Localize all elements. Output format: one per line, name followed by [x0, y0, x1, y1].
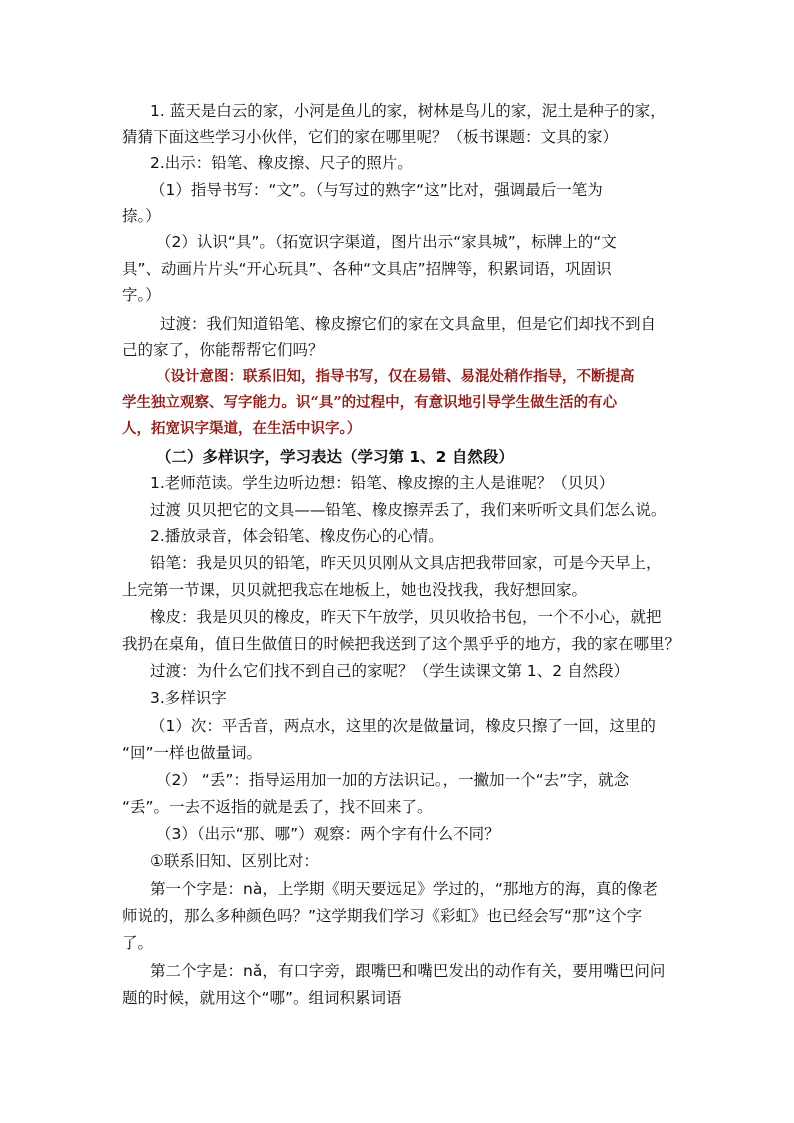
para-link-knowledge: ①联系旧知、区别比对：	[150, 852, 319, 870]
para-show-photos: 2.出示：铅笔、橡皮擦、尺子的照片。	[150, 154, 413, 172]
para-second-char-line-1: 第二个字是：nǎ，有口字旁，跟嘴巴和嘴巴发出的动作有关，要用嘴巴问问	[150, 962, 666, 980]
para-ju-line-3: 字。）	[122, 286, 161, 304]
para-eraser-line-2: 我扔在桌角，值日生做值日的时候把我送到了这个黑乎乎的地方，我的家在哪里？	[122, 635, 681, 653]
para-first-char-line-2: 师说的，那么多种颜色吗？”这学期我们学习《彩虹》也已经会写“那”这个字	[122, 907, 643, 925]
para-transition-1-line-1: 过渡：我们知道铅笔、橡皮擦它们的家在文具盒里，但是它们却找不到自	[160, 315, 657, 333]
para-intro-line-1: 1. 蓝天是白云的家，小河是鱼儿的家，树林是鸟儿的家，泥土是种子的家，	[150, 102, 666, 120]
para-write-wen-line-2: 捺。）	[122, 207, 161, 225]
design-intent-line-2: 学生独立观察、写字能力。识“具”的过程中，有意识地引导学生做生活的有心	[122, 394, 618, 411]
para-ju-line-1: （2）认识“具”。（拓宽识字渠道，图片出示“家具城”，标牌上的“文	[156, 233, 617, 251]
design-intent-line-3: 人，拓宽识字渠道，在生活中识字。）	[122, 420, 362, 437]
para-literacy-heading: 3.多样识字	[150, 689, 227, 707]
para-diu-line-1: （2） “丢”：指导运用加一加的方法识记。，一撇加一个“去”字，就念	[156, 771, 630, 789]
para-play-recording: 2.播放录音，体会铅笔、橡皮伤心的心情。	[150, 527, 444, 545]
para-second-char-line-2: 题的时候，就用这个“哪”。组词积累词语	[122, 989, 402, 1007]
para-pencil-line-2: 上完第一节课，贝贝就把我忘在地板上，她也没找我，我好想回家。	[122, 581, 588, 599]
para-first-char-line-3: 了。	[122, 934, 154, 952]
para-diu-line-2: “丢”。一去不返指的就是丢了，找不回来了。	[122, 798, 433, 816]
para-first-char-line-1: 第一个字是：nà，上学期《明天要远足》学过的，“那地方的海，真的像老	[150, 880, 658, 898]
para-ju-line-2: 具”、动画片片头“开心玩具”、各种“文具店”招牌等，积累词语，巩固识	[122, 260, 612, 278]
section-heading: （二）多样识字，学习表达（学习第 1、2 自然段）	[156, 448, 514, 466]
para-ci-line-2: “回”一样也做量词。	[122, 744, 263, 762]
design-intent-line-1: （设计意图：联系旧知，指导书写，仅在易错、易混处稍作指导，不断提高	[156, 368, 635, 385]
para-transition-1-line-2: 己的家了，你能帮帮它们吗？	[122, 341, 324, 359]
para-ci-line-1: （1）次：平舌音，两点水，这里的次是做量词，橡皮只擦了一回，这里的	[150, 717, 656, 735]
para-teacher-reads: 1.老师范读。学生边听边想：铅笔、橡皮擦的主人是谁呢？（贝贝）	[150, 474, 615, 492]
para-eraser-line-1: 橡皮：我是贝贝的橡皮，昨天下午放学，贝贝收拾书包，一个不小心，就把	[150, 608, 662, 626]
para-transition-3: 过渡：为什么它们找不到自己的家呢？（学生读课文第 1、2 自然段）	[150, 662, 630, 680]
para-transition-2: 过渡 贝贝把它的文具——铅笔、橡皮擦弄丢了，我们来听听文具们怎么说。	[150, 501, 667, 519]
para-na-compare: （3）（出示“那、哪”）观察：两个字有什么不同？	[156, 825, 500, 843]
para-intro-line-2: 猜猜下面这些学习小伙伴，它们的家在哪里呢？（板书课题：文具的家）	[122, 128, 619, 146]
para-write-wen-line-1: （1）指导书写：“文”。（与写过的熟字“这”比对，强调最后一笔为	[150, 181, 603, 199]
para-pencil-line-1: 铅笔：我是贝贝的铅笔，昨天贝贝刚从文具店把我带回家，可是今天早上，	[150, 554, 662, 572]
